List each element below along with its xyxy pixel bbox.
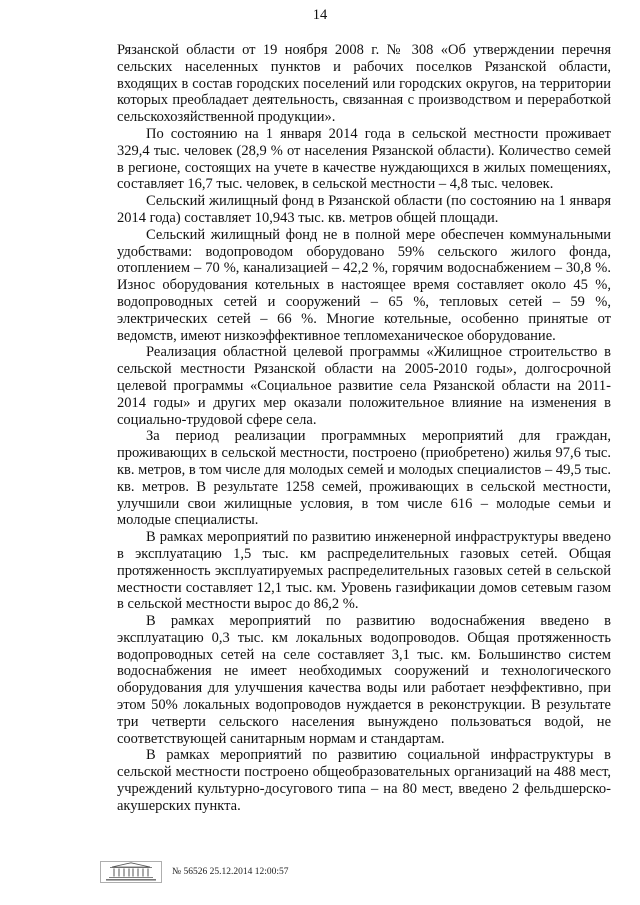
government-building-icon xyxy=(100,861,162,883)
document-footer xyxy=(100,861,288,883)
paragraph-9: В рамках мероприятий по развитию социальной инфраструктуры в сельской местности построено общеобразовательных организаций на 488 мест, учреждений культурно-досугового типа – на 80 мест, введено 2 фельдшерско-акушерских пункта. xyxy=(117,747,611,814)
paragraph-4: Сельский жилищный фонд не в полной мере обеспечен коммунальными удобствами: водопроводом оборудовано 59% сельского жилого фонда, отоплением – 70 %, канализацией – 42,2 %, горячим водоснабжением – 30,8 %. Износ оборудования котельных в настоящее время составляет около 45 %, водопроводных сетей и сооружений – 65 %, тепловых сетей – 59 %, электрических сетей – 66 %. Многие котельные, особенно принятые от ведомств, имеют низкоэффективное тепломеханическое оборудование. xyxy=(117,226,611,344)
document-registration-stamp: № 56526 25.12.2014 12:00:57 xyxy=(172,867,289,877)
paragraph-6: За период реализации программных мероприятий для граждан, проживающих в сельской местности, построено (приобретено) жилья 97,6 тыс. кв. метров, в том числе для молодых семей и молодых специалистов – 49,5 тыс. кв. метров. В результате 1258 семей, проживающих в сельской местности, улучшили свои жилищные условия, в том числе 616 – молодые семьи и молодые специалисты. xyxy=(117,428,611,529)
paragraph-8: В рамках мероприятий по развитию водоснабжения введено в эксплуатацию 0,3 тыс. км локальных водопроводов. Общая протяженность водопроводных сетей на селе составляет 3,1 тыс. км. Большинство систем водоснабжения не имеет необходимых сооружений и технологического оборудования для улучшения качества воды или работает неэффективно, при этом 50% локальных водопроводов нуждается в реконструкции. В результате три четверти сельского населения вынуждено пользоваться водой, не соответствующей санитарным нормам и стандартам. xyxy=(117,613,611,747)
page-number: 14 xyxy=(312,7,328,23)
paragraph-5: Реализация областной целевой программы «Жилищное строительство в сельской местности Рязанской области на 2005-2010 годы», долгосрочной целевой программы «Социальное развитие села Рязанской области на 2011-2014 годы» и других мер оказали положительное влияние на изменения в социально-трудовой сфере села. xyxy=(117,344,611,428)
paragraph-1: Рязанской области от 19 ноября 2008 г. № 308 «Об утверждении перечня сельских населенных пунктов и рабочих поселков Рязанской области, входящих в состав городских поселений или городских округов, на территории которых преобладает деятельность, связанная с производством и переработкой сельскохозяйственной продукции». xyxy=(117,42,611,126)
paragraph-7: В рамках мероприятий по развитию инженерной инфраструктуры введено в эксплуатацию 1,5 тыс. км распределительных газовых сетей. Общая протяженность эксплуатируемых распределительных газовых сетей в сельской местности составляет 12,1 тыс. км. Уровень газификации домов сетевым газом в сельской местности вырос до 86,2 %. xyxy=(117,529,611,613)
document-body xyxy=(117,42,611,815)
paragraph-2: По состоянию на 1 января 2014 года в сельской местности проживает 329,4 тыс. человек (28,9 % от населения Рязанской области). Количество семей в регионе, состоящих на учете в качестве нуждающихся в жилых помещениях, составляет 16,7 тыс. человек, в сельской местности – 4,8 тыс. человек. xyxy=(117,125,611,193)
paragraph-3: Сельский жилищный фонд в Рязанской области (по состоянию на 1 января 2014 года) составляет 10,943 тыс. кв. метров общей площади. xyxy=(117,193,611,226)
